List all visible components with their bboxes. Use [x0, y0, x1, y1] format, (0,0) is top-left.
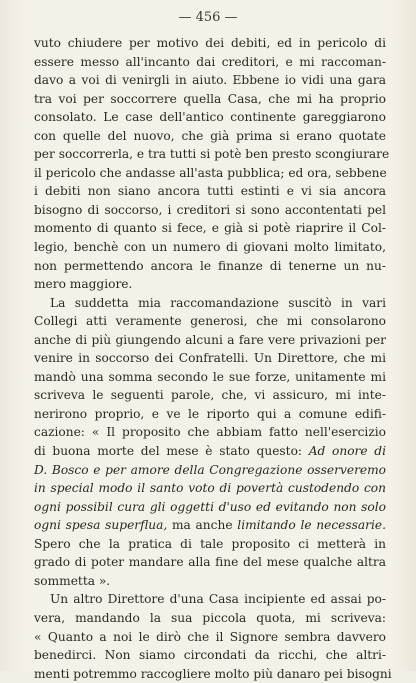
text-line	[34, 442, 386, 461]
text-line	[34, 386, 386, 405]
line-text: essere messo all'incanto dai creditori, e mi raccoman-	[34, 54, 386, 69]
text-line	[34, 628, 386, 647]
text-line	[34, 331, 386, 350]
text-line	[34, 182, 386, 201]
text-line	[34, 498, 386, 517]
text-line	[34, 535, 386, 554]
text-line	[34, 90, 386, 109]
line-text: Collegi atti veramente generosi, che mi consolarono	[34, 314, 386, 329]
italic-text: in special modo il santo voto di povertà custodendo con	[34, 481, 386, 496]
text-line	[34, 665, 392, 683]
line-text: legio, benchè con un numero di giovani molto limitato,	[34, 240, 386, 255]
text-line	[34, 646, 386, 665]
text-line	[34, 572, 386, 591]
line-text: nerirono proprio, e ve le riporto qui a comune edifi-	[34, 406, 386, 421]
line-text: cazione: « Il proposito che abbiam fatto nell'esercizio	[34, 425, 386, 440]
line-text: « Quanto a noi le dirò che il Signore sembra davvero	[34, 629, 386, 644]
line-text: di buona morte del mese è stato questo:	[34, 444, 309, 459]
text-line	[34, 238, 386, 257]
line-text: vuto chiudere per motivo dei debiti, ed in pericolo di	[34, 36, 386, 50]
text-line	[34, 461, 386, 480]
line-text: davo a voi di venirgli in aiuto. Ebbene io vidi una gara	[34, 73, 386, 88]
text-line	[34, 479, 386, 498]
italic-text: Ad onore di	[308, 444, 386, 459]
text-line	[34, 164, 386, 183]
text-line	[34, 516, 386, 535]
italic-text: ogni possibil cura gli oggetti d'uso ed evitando non solo	[34, 499, 386, 514]
line-text: per soccorrerla, e tra tutti si potè ben presto scongiurare	[34, 147, 390, 162]
line-text: vera, mandando la sua piccola quota, mi scriveva:	[34, 610, 386, 625]
italic-text: ogni spesa superflua,	[34, 518, 168, 533]
line-text: bisogno di soccorso, i creditori si sono accontentati pel	[34, 202, 386, 217]
text-line	[34, 34, 386, 53]
text-line	[34, 609, 386, 628]
text-line	[34, 53, 386, 72]
italic-text: limitando le necessarie.	[237, 518, 386, 533]
text-line	[34, 553, 386, 572]
line-text: tra voi per soccorrere quella Casa, che mi ha proprio	[34, 91, 386, 106]
line-text: il pericolo che andasse all'asta pubblica; ed ora, sebbene	[34, 165, 387, 180]
text-line	[34, 257, 386, 276]
line-text: momento di quanto si fece, e già si potè riaprire il Col-	[34, 221, 386, 236]
text-line	[34, 219, 386, 238]
text-line	[34, 294, 386, 313]
text-line	[34, 349, 386, 368]
line-text: Un altro Direttore d'una Casa incipiente ed assai po-	[50, 592, 386, 607]
text-line	[34, 312, 386, 331]
text-line	[34, 405, 386, 424]
text-line	[34, 590, 386, 609]
line-text: La suddetta mia raccomandazione suscitò in vari	[50, 295, 386, 310]
text-line	[34, 145, 390, 164]
line-text: non permettendo ancora le finanze di tenerne un nu-	[34, 258, 386, 273]
line-text: anche di più giungendo alcuni a fare vere privazioni per	[34, 332, 386, 347]
line-text: mandò una somma secondo le sue forze, unitamente mi	[34, 369, 386, 384]
line-text: consolato. Le case dell'antico continente gareggiarono	[34, 110, 386, 125]
line-text: mero maggiore.	[34, 277, 133, 292]
text-line	[34, 275, 386, 294]
text-line	[34, 368, 386, 387]
line-text: i debiti non siano ancora tutti estinti e vi sia ancora	[34, 184, 386, 199]
italic-text: D. Bosco e per amore della Congregazione osserveremo	[34, 462, 386, 477]
line-text: grado di poter mandare alla fine del mese qualche altra	[34, 555, 386, 570]
body-text	[34, 34, 392, 683]
text-line	[34, 201, 386, 220]
line-text: scriveva le seguenti parole, che, vi assicuro, mi inte-	[34, 388, 386, 403]
line-text: ma anche	[167, 518, 238, 533]
line-text: Spero che la pratica di tale proposito ci metterà in	[34, 536, 386, 551]
text-line	[34, 108, 386, 127]
page-number: — 456 —	[178, 10, 238, 25]
line-text: con quelle del nuovo, che già prima si erano quotate	[34, 128, 386, 143]
line-text: benedirci. Non siamo circondati da ricchi, che altri-	[34, 648, 386, 663]
line-text: sommetta ».	[34, 573, 111, 588]
text-line	[34, 423, 386, 442]
text-line	[34, 71, 386, 90]
line-text: menti potremmo raccogliere molto più danaro pei bisogni	[34, 666, 392, 681]
line-text: venire in soccorso dei Confratelli. Un Direttore, che mi	[34, 351, 386, 366]
text-line	[34, 127, 386, 146]
